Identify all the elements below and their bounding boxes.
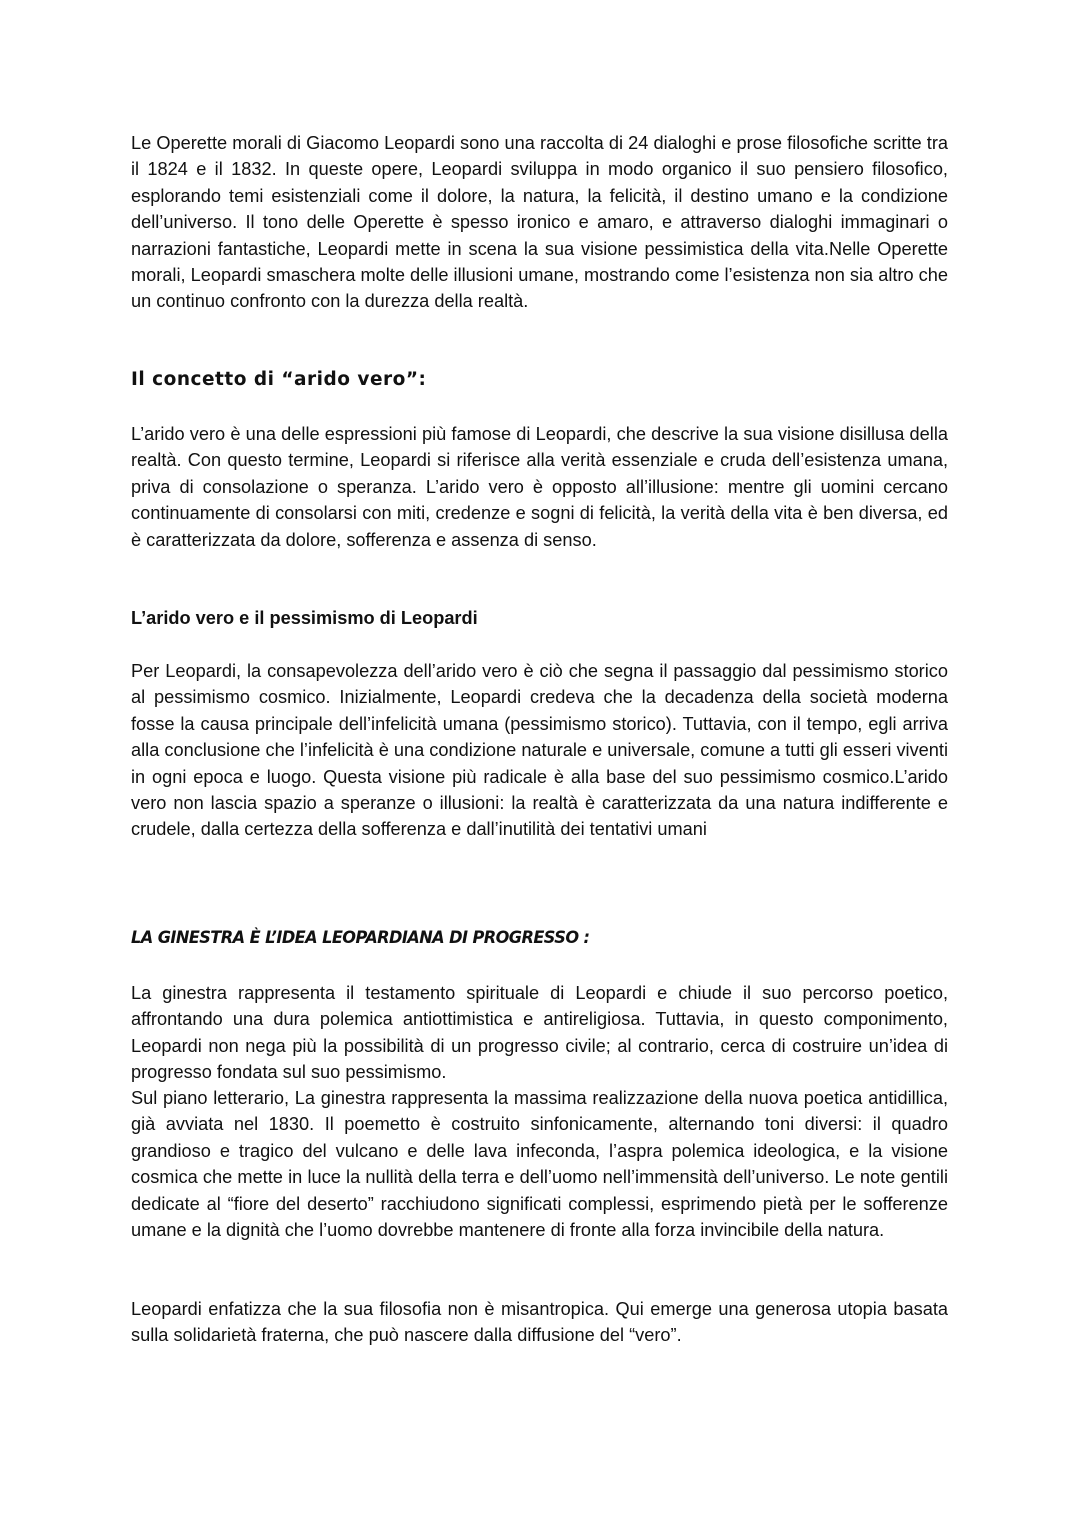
heading-ginestra: LA GINESTRA È L’IDEA LEOPARDIANA DI PROGRESSO : [131,928,590,948]
heading-pessimismo: L’arido vero e il pessimismo di Leopardi [131,608,478,628]
paragraph-operette-morali: Le Operette morali di Giacomo Leopardi sono una raccolta di 24 dialoghi e prose filosofiche scritte tra il 1824 e il 1832. In queste opere, Leopardi sviluppa in modo organico il suo pensiero filosofico, esplorando temi esistenziali come il dolore, la natura, la felicità, il destino umano e la condizione dell’universo. Il tono delle Operette è spesso ironico e amaro, e attraverso dialoghi immaginari o narrazioni fantastiche, Leopardi mette in scena la sua visione pessimistica della vita.Nelle Operette morali, Leopardi smaschera molte delle illusioni umane, mostrando come l’esistenza non sia altro che un continuo confronto con la durezza della realtà. [131,133,948,312]
paragraph-filosofia: Leopardi enfatizza che la sua filosofia non è misantropica. Qui emerge una generosa utopia basata sulla solidarietà fraterna, che può nascere dalla diffusione del “vero”. [131,1299,948,1346]
paragraph-pessimismo: Per Leopardi, la consapevolezza dell’arido vero è ciò che segna il passaggio dal pessimismo storico al pessimismo cosmico. Inizialmente, Leopardi credeva che la decadenza della società moderna fosse la causa principale dell’infelicità umana (pessimismo storico). Tuttavia, con il tempo, egli arriva alla conclusione che l’infelicità è una condizione naturale e universale, comune a tutti gli esseri viventi in ogni epoca e luogo. Questa visione più radicale è alla base del suo pessimismo cosmico.L’arido vero non lascia spazio a speranze o illusioni: la realtà è caratterizzata da una natura indifferente e crudele, dalla certezza della sofferenza e dall’inutilità dei tentativi umani [131,661,948,840]
paragraph-ginestra-1: La ginestra rappresenta il testamento spirituale di Leopardi e chiude il suo percorso poetico, affrontando una dura polemica antiottimistica e antireligiosa. Tuttavia, in questo componimento, Leopardi non nega più la possibilità di un progresso civile; al contrario, cerca di costruire un’idea di progresso fondata sul suo pessimismo. [131,983,948,1083]
paragraph-ginestra-2: Sul piano letterario, La ginestra rappresenta la massima realizzazione della nuova poetica antidillica, già avviata nel 1830. Il poemetto è costruito sinfonicamente, alternando toni diversi: il quadro grandioso e tragico del vulcano e delle lava infeconda, l’aspra polemica ideologica, e la visione cosmica che mette in luce la nullità della terra e dell’uomo nell’immensità dell’universo. Le note gentili dedicate al “fiore del deserto” racchiudono significati complessi, esprimendo pietà per le sofferenze umane e la dignità che l’uomo dovrebbe mantenere di fronte alla forza invincibile della natura. [131,1088,948,1241]
heading-arido-vero: Il concetto di “arido vero”: [131,369,427,390]
paragraph-arido-vero: L’arido vero è una delle espressioni più famose di Leopardi, che descrive la sua visione disillusa della realtà. Con questo termine, Leopardi si riferisce alla verità essenziale e cruda dell’esistenza umana, priva di consolazione o speranza. L’arido vero è opposto all’illusione: mentre gli uomini cercano continuamente di consolarsi con miti, credenze e sogni di felicità, la verità della vita è ben diversa, ed è caratterizzata da dolore, sofferenza e assenza di senso. [131,424,948,550]
